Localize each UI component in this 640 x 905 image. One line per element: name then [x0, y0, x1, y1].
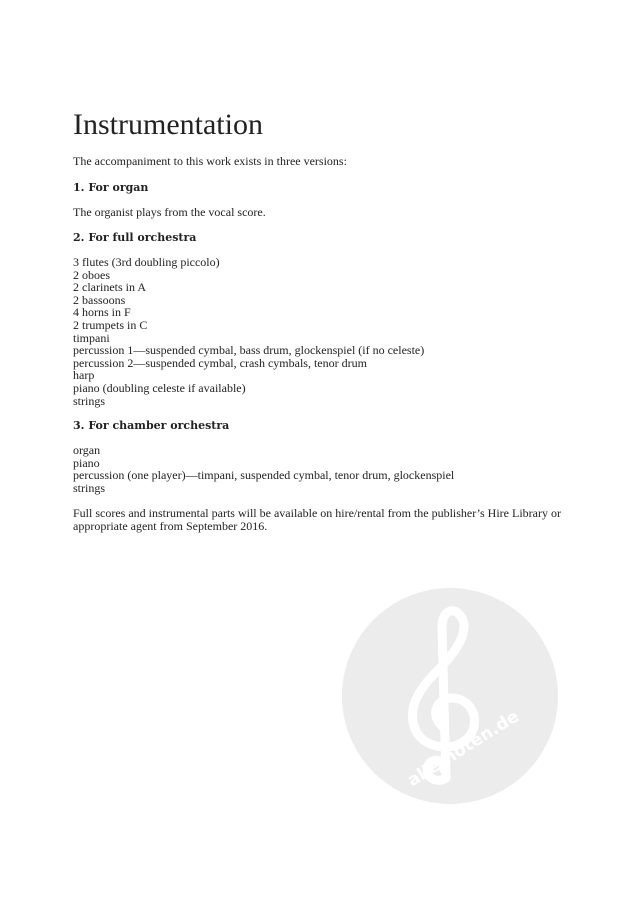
footer-note-line-2: appropriate agent from September 2016.	[73, 519, 268, 533]
list-item: 2 oboes	[73, 267, 110, 282]
intro-text: The accompaniment to this work exists in three versions:	[73, 154, 347, 168]
full-orchestra-list	[73, 256, 424, 407]
organ-description: The organist plays from the vocal score.	[73, 205, 266, 219]
list-item: 3 flutes (3rd doubling piccolo)	[73, 255, 220, 269]
list-item: organ	[73, 443, 101, 457]
list-item: harp	[73, 368, 95, 383]
list-item: 2 bassoons	[73, 292, 126, 307]
section-heading-full-orchestra: 2. For full orchestra	[73, 231, 197, 244]
list-item: 2 trumpets in C	[73, 317, 148, 332]
list-item: strings	[73, 393, 106, 408]
list-item: piano (doubling celeste if available)	[73, 380, 246, 395]
footer-note-line-1: Full scores and instrumental parts will be available on hire/rental from the publisher’s Hire Library or	[73, 506, 561, 520]
list-item: strings	[73, 480, 106, 495]
list-item: piano	[73, 455, 100, 470]
section-heading-chamber-orchestra: 3. For chamber orchestra	[73, 419, 230, 432]
section-heading-organ: 1. For organ	[73, 181, 149, 194]
watermark-text: alle-noten.de	[404, 706, 523, 792]
list-item: 4 horns in F	[73, 305, 131, 320]
page-title: Instrumentation	[73, 108, 263, 141]
list-item: percussion (one player)—timpani, suspended cymbal, tenor drum, glockenspiel	[73, 468, 455, 483]
list-item: percussion 1—suspended cymbal, bass drum, glockenspiel (if no celeste)	[73, 343, 425, 358]
list-item: 2 clarinets in A	[73, 280, 146, 295]
list-item: percussion 2—suspended cymbal, crash cymbals, tenor drum	[73, 355, 367, 370]
chamber-orchestra-list	[73, 444, 454, 494]
watermark-logo	[342, 588, 558, 804]
list-item: timpani	[73, 330, 110, 345]
